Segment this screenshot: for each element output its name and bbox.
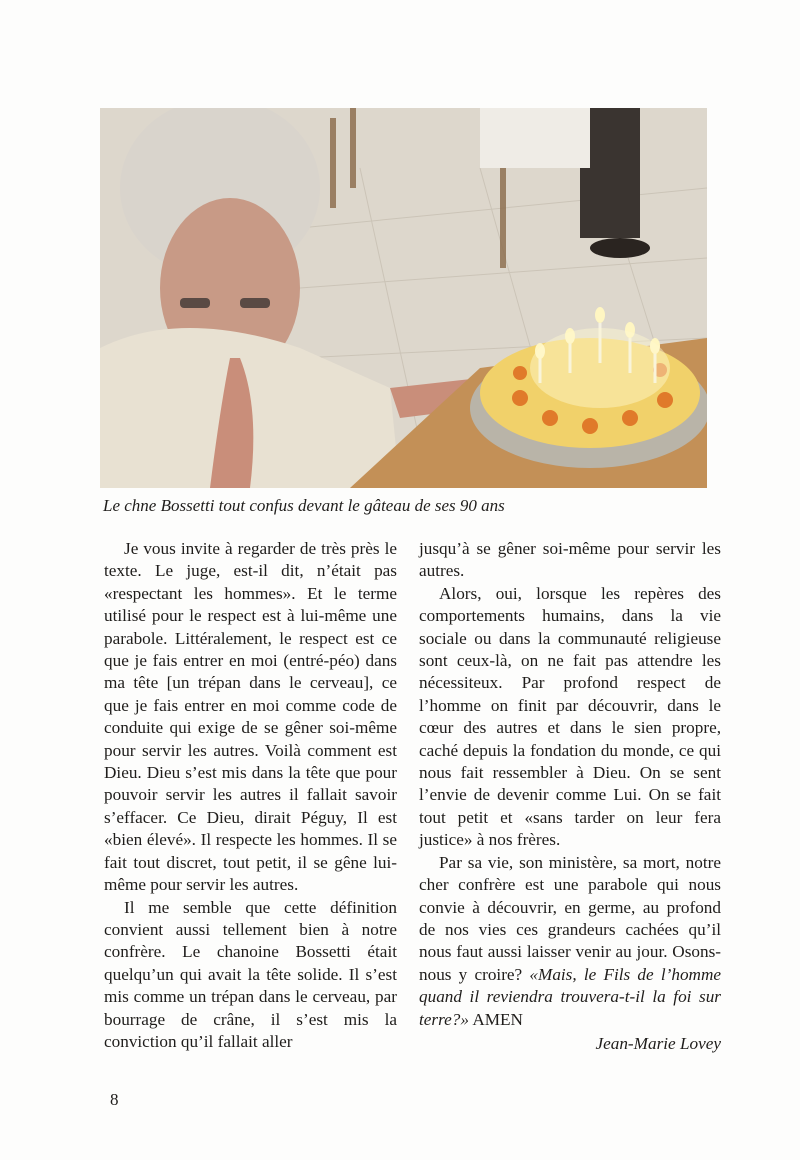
left-column [104, 538, 397, 1053]
paragraph: Je vous invite à regarder de très près le texte. Le juge, est-il dit, n’était pas «respectant les hommes». Et le terme utilisé pour le respect est à lui-même une parabole. Littéralement, le respect est ce que je fais entrer en moi (entré-péo) dans ma tête [un trépan dans le cerveau], ce que je fais entrer en moi comme code de conduite qui exige de se gêner soi-même pour servir les autres. Voilà comment est Dieu. Dieu s’est mis dans la tête que pour pouvoir servir les autres il fallait savoir s’effacer. Ce Dieu, dirait Péguy, Il est «bien élevé». Il respecte les hommes. Il se fait tout discret, tout petit, il se gêne lui-même pour servir les autres. [104, 539, 397, 895]
paragraph: Il me semble que cette définition convient aussi tellement bien à notre confrère. Le chanoine Bossetti était quelqu’un qui avait la tête solide. Il s’est mis comme un trépan dans le cerveau, par bourrage de crâne, il s’est mis la conviction qu’il fallait aller [104, 897, 397, 1051]
paragraph-text: Par sa vie, son ministère, sa mort, notre cher confrère est une parabole qui nous convie à découvrir, en germe, au profond de nos vies ces grandeurs cachées qu’il nous faut aussi laisser venir au jour. Osons-nous y croire? [419, 852, 721, 984]
right-column [419, 538, 721, 1055]
gospel-quote: «Mais, le Fils de l’homme quand il reviendra trouvera-t-il la foi sur terre?» [419, 964, 721, 1029]
paragraph: Alors, oui, lorsque les repères des comportements humains, dans la vie sociale ou dans la communauté religieuse sont ceux-là, on ne fait pas attendre les nécessiteux. Par profond respect de l’homme on finit par découvrir, dans le cœur des autres et dans le sien propre, caché depuis la fondation du monde, ce qui nous fait ressembler à Dieu. On se sent l’envie de devenir comme Lui. On se fait tout petit et «sans tarder on leur fera justice» à nos frères. [419, 583, 721, 850]
paragraph [419, 852, 721, 1031]
photo-canon-birthday-cake [100, 108, 707, 488]
author-signature: Jean-Marie Lovey [595, 1033, 721, 1053]
paragraph: jusqu’à se gêner soi-même pour servir les autres. [419, 539, 721, 581]
amen: AMEN [468, 1009, 523, 1029]
photo-illustration [100, 108, 707, 488]
page-number: 8 [110, 1090, 119, 1109]
photo-caption: Le chne Bossetti tout confus devant le gâteau de ses 90 ans [103, 496, 505, 515]
